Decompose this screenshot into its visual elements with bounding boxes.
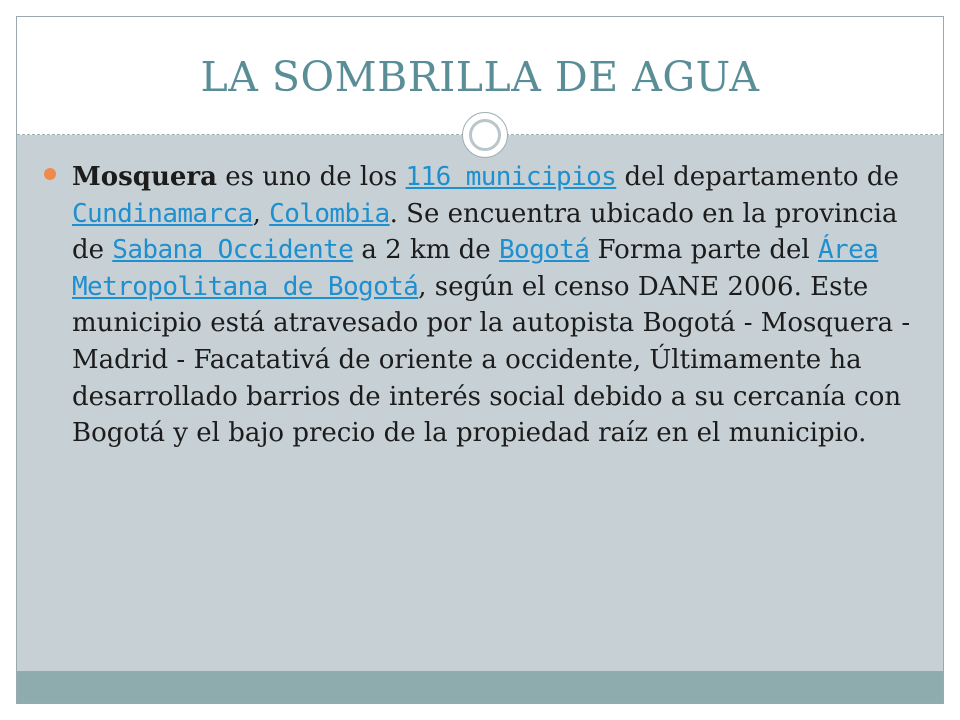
link-colombia[interactable]: Colombia <box>269 198 390 229</box>
text-segment: es uno de los <box>216 162 406 192</box>
circle-ornament-inner <box>469 119 501 151</box>
bold-term: Mosquera <box>72 162 217 192</box>
link-cundinamarca[interactable]: Cundinamarca <box>72 198 253 229</box>
footer-bar <box>17 671 943 703</box>
text-segment: del departamento de <box>616 162 899 192</box>
bullet-icon <box>44 168 56 180</box>
link-area-metropolitana[interactable]: Área Metropolitana de Bogotá <box>72 235 879 302</box>
slide-title: LA SOMBRILLA DE AGUA <box>200 53 760 101</box>
link-municipios[interactable]: 116 municipios <box>405 162 617 192</box>
text-segment: Forma parte del <box>589 235 818 266</box>
body-paragraph <box>72 159 924 452</box>
text-segment: a 2 km de <box>353 235 499 266</box>
text-segment: , <box>252 198 270 229</box>
text-segment: , según el censo DANE 2006. Este municipio está atravesado por la autopista Bogotá - Mosquera - Madrid - Facatativá de oriente a occidente, Últimamente ha desarrollado barrios de interés social debido a su cercanía con Bogotá y el bajo precio de la propiedad raíz en el municipio. <box>72 271 911 449</box>
link-bogota[interactable]: Bogotá <box>498 235 590 266</box>
text-segment: . Se encuentra ubicado en la provincia de <box>72 198 898 266</box>
circle-ornament-icon <box>462 112 508 158</box>
link-sabana-occidente[interactable]: Sabana Occidente <box>112 235 354 266</box>
